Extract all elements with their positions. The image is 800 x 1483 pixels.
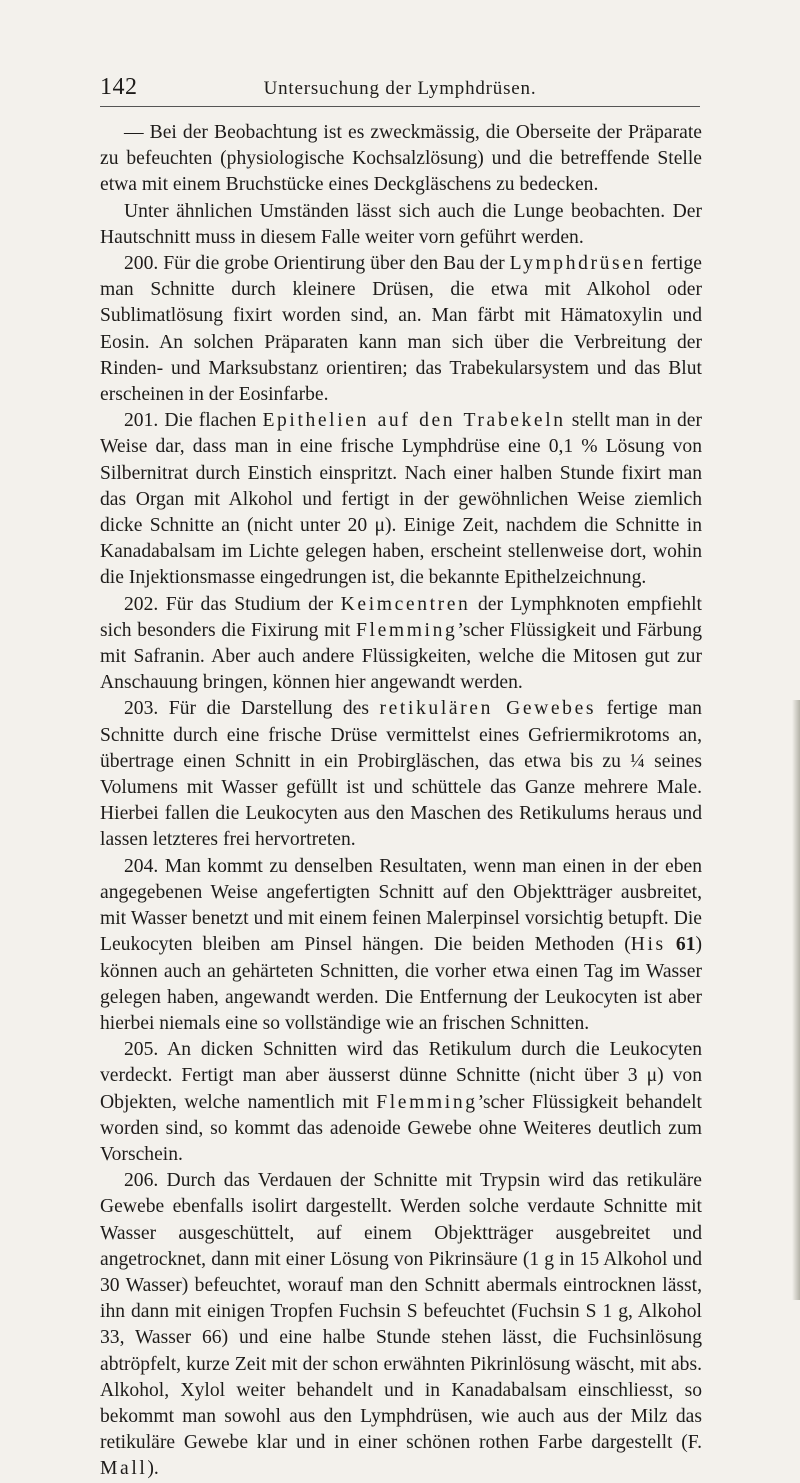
spaced-term: Epithelien auf den Trabekeln: [262, 410, 566, 432]
paragraph-201: 201. Die flachen Epithelien auf den Trabekeln stellt man in der Weise dar, dass man in eine frische Lymphdrüse eine 0,1 % Lösung von Silbernitrat durch Einstich einspritzt. Nach einer halben Stunde fixirt man das Organ mit Alkohol und fertigt in der gewöhnlichen Weise ziemlich dicke Schnitte an (nicht unter 20 μ). Einige Zeit, nachdem die Schnitte in Kanadabalsam im Lichte gelegen haben, erscheint stellenweise dort, wohin die Injektionsmasse eingedrungen ist, die bekannte Epithelzeichnung.: [100, 410, 702, 589]
reference-number: 61: [675, 934, 696, 956]
paragraph-203: 203. Für die Darstellung des retikulären Gewebes fertige man Schnitte durch eine frische Drüse vermittelst eines Gefriermikrotoms an, übertrage einen Schnitt in ein Probirgläschen, das etwa bis zu ¼ seines Volumens mit Wasser gefüllt ist und schüttele das Ganze mehrere Male. Hierbei fallen die Leukocyten aus den Maschen des Retikulums heraus und lassen letzteres frei hervortreten.: [100, 698, 702, 851]
spaced-term: retikulären Gewebes: [379, 698, 597, 720]
paragraph-200: 200. Für die grobe Orientirung über den Bau der Lymphdrüsen fertige man Schnitte durch kleinere Drüsen, die etwa mit Alkohol oder Sublimatlösung fixirt worden sind, an. Man färbt mit Hämatoxylin und Eosin. An solchen Präparaten kann man sich über die Verbreitung der Rinden- und Marksubstanz orientiren; das Trabekularsystem und das Blut erscheinen in der Eosinfarbe.: [100, 253, 702, 406]
paragraph-lunge: Unter ähnlichen Umständen lässt sich auch die Lunge beobachten. Der Hautschnitt muss in diesem Falle weiter vorn geführt werden.: [100, 200, 702, 248]
author-name: Mall: [100, 1458, 148, 1480]
page-header: [100, 70, 700, 107]
author-name: Flemming: [376, 1091, 478, 1113]
paragraph-202: 202. Für das Studium der Keimcentren der Lymphknoten empfiehlt sich besonders die Fixirung mit Flemming’scher Flüssigkeit und Färbung mit Safranin. Aber auch andere Flüssigkeiten, welche die Mitosen gut zur Anschauung bringen, können hier angewandt werden.: [100, 593, 703, 694]
author-name: His: [630, 934, 666, 956]
author-name: Flemming: [356, 619, 458, 641]
running-title: Untersuchung der Lymphdrüsen.: [263, 78, 537, 99]
paragraph-205: 205. An dicken Schnitten wird das Retikulum durch die Leukocyten verdeckt. Fertigt man aber äusserst dünne Schnitte (nicht über 3 μ) von Objekten, welche namentlich mit Flemming’scher Flüssigkeit behandelt worden sind, so kommt das adenoide Gewebe ohne Weiteres deutlich zum Vorschein.: [100, 1039, 702, 1165]
paragraph-observation: — Bei der Beobachtung ist es zweckmässig, die Oberseite der Präparate zu befeuchten (physiologische Kochsalzlösung) und die betreffende Stelle etwa mit einem Bruchstücke eines Deckgläschens zu bedecken.: [100, 122, 702, 196]
page-edge-shadow: [792, 700, 800, 1300]
body-text: [100, 120, 702, 1483]
spaced-term: Lymphdrüsen: [509, 253, 646, 275]
paragraph-204: 204. Man kommt zu denselben Resultaten, wenn man einen in der eben angegebenen Weise angefertigten Schnitt auf den Objektträger ausbreitet, mit Wasser benetzt und mit einem feinen Malerpinsel vorsichtig betupft. Die Leukocyten bleiben am Pinsel hängen. Die beiden Methoden (His 61) können auch an gehärteten Schnitten, die vorher etwa einen Tag im Wasser gelegen haben, angewandt werden. Die Entfernung der Leukocyten ist aber hierbei niemals eine so vollständige wie an frischen Schnitten.: [100, 855, 703, 1034]
page-number: 142: [100, 74, 138, 100]
spaced-term: Keimcentren: [340, 593, 471, 615]
paragraph-206: 206. Durch das Verdauen der Schnitte mit Trypsin wird das retikuläre Gewebe ebenfalls isolirt dargestellt. Werden solche verdaute Schnitte mit Wasser ausgeschüttelt, auf einem Objektträger ausgebreitet und angetrocknet, dann mit einer Lösung von Pikrinsäure (1 g in 15 Alkohol und 30 Wasser) befeuchtet, worauf man den Schnitt abermals eintrocknen lässt, ihn dann mit einigen Tropfen Fuchsin S befeuchtet (Fuchsin S 1 g, Alkohol 33, Wasser 66) und eine halbe Stunde stehen lässt, die Fuchsinlösung abtröpfelt, kurze Zeit mit der schon erwähnten Pikrinlösung wäscht, mit abs. Alkohol, Xylol weiter behandelt und in Kanadabalsam einschliesst, so bekommt man sowohl aus den Lymphdrüsen, wie auch aus der Milz das retikuläre Gewebe klar und in einer schönen rothen Farbe dargestellt (F. Mall).: [100, 1170, 702, 1480]
